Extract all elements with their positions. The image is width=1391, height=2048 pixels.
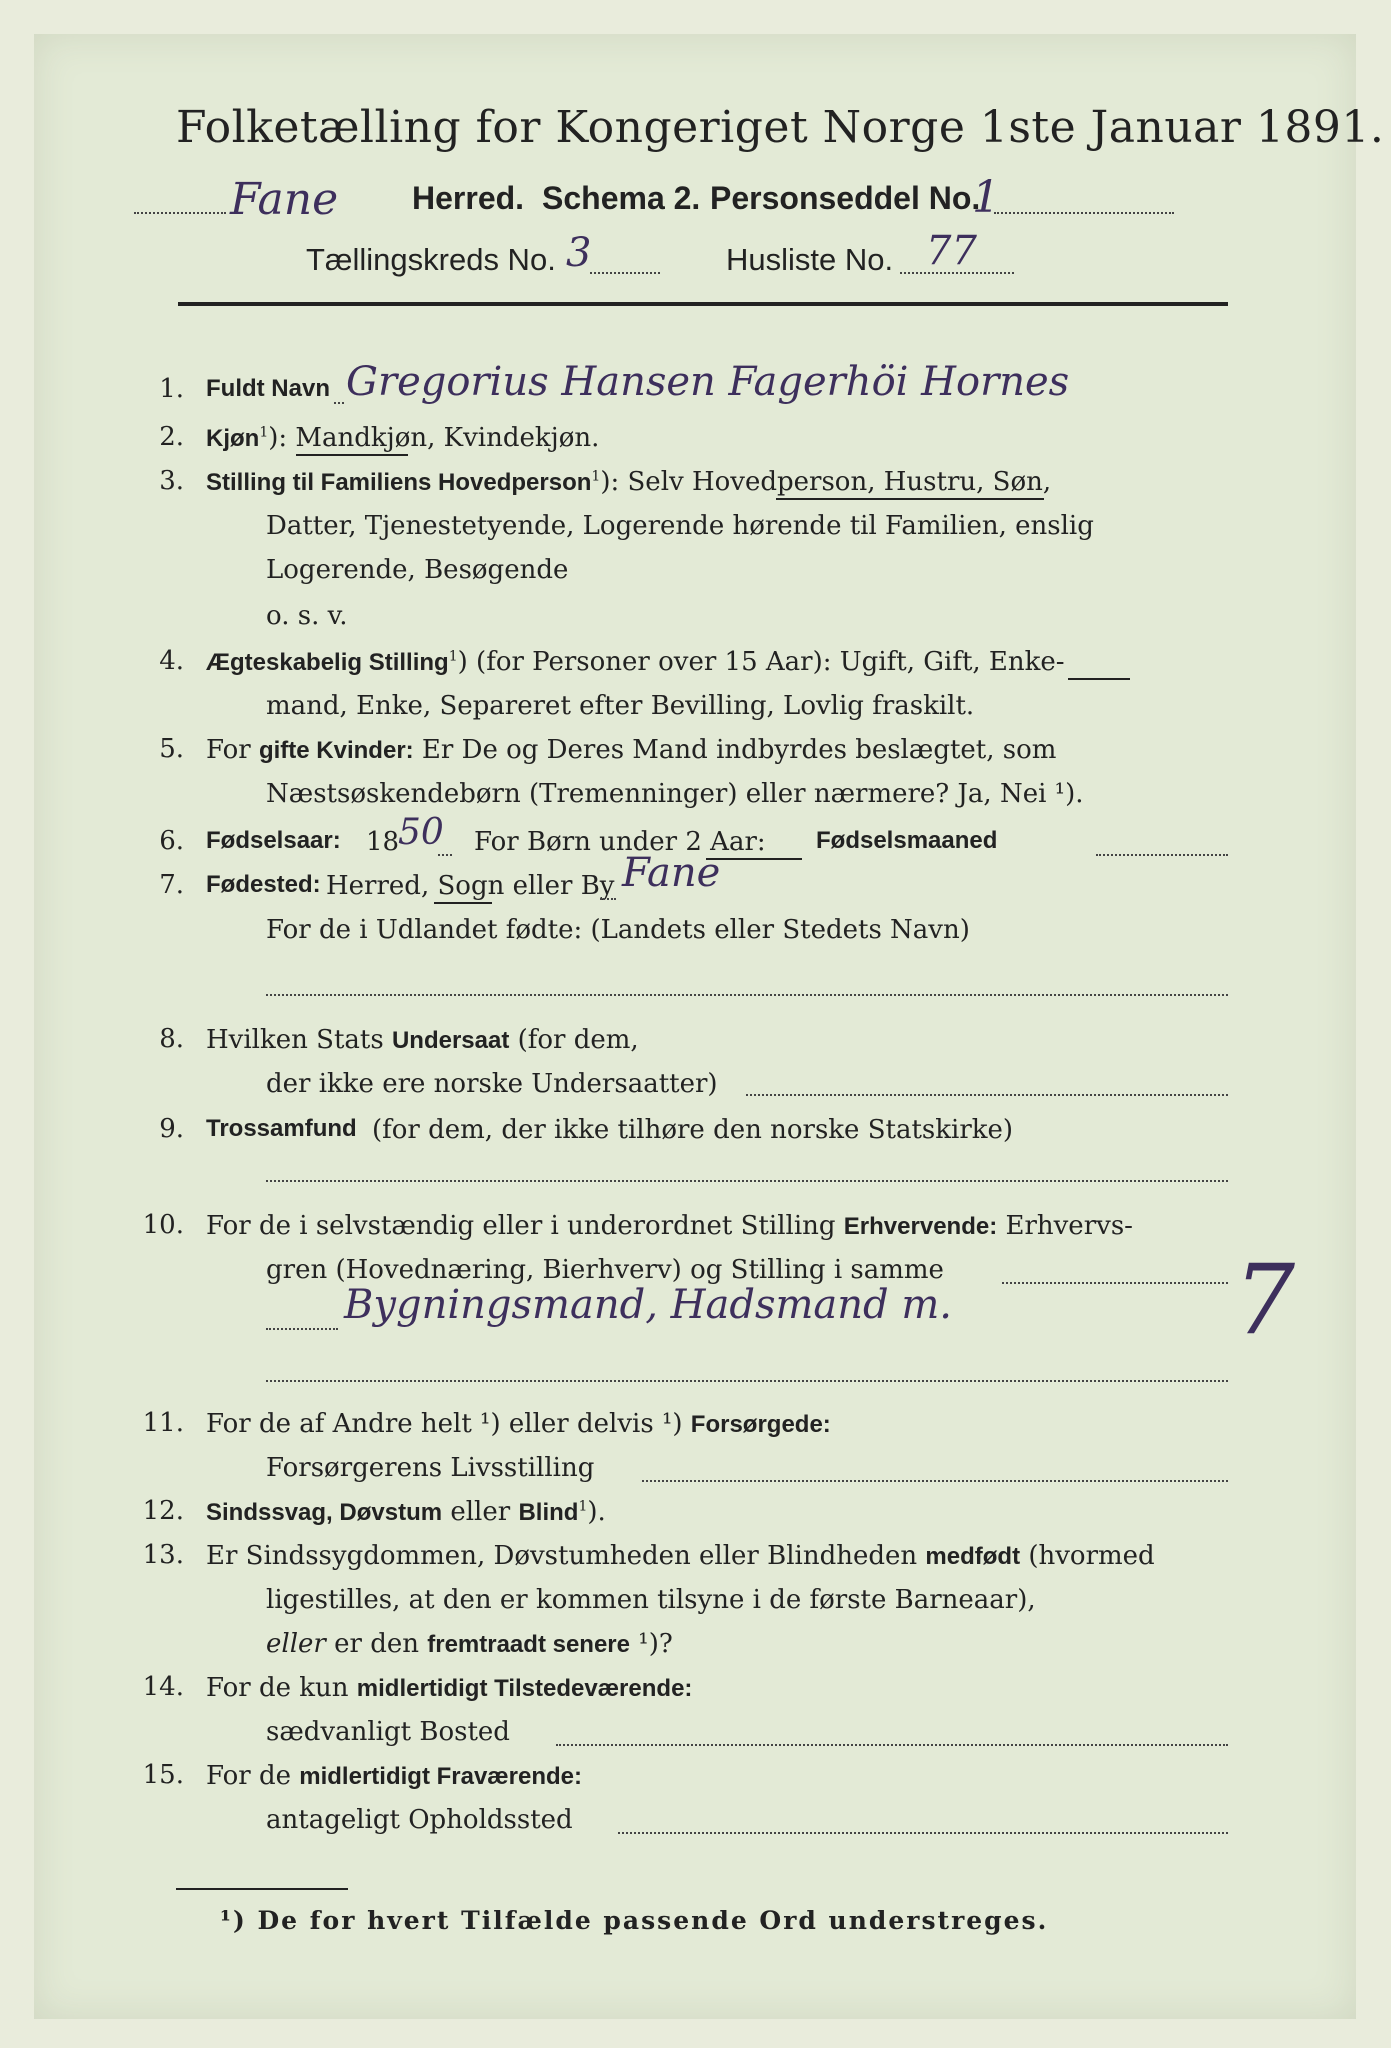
q12-text: eller: [450, 1497, 511, 1527]
q14-number: 14.: [142, 1672, 184, 1702]
q3-selv-underline: [776, 498, 1044, 500]
q2-number: 2.: [159, 422, 184, 452]
q11-dots: [642, 1480, 1228, 1482]
q7-label: Fødested:: [206, 871, 321, 898]
q13-line3: [266, 1628, 673, 1662]
q13-line1: [206, 1540, 1155, 1574]
q2-mandkjon-underline: [296, 454, 408, 456]
q7-line2: For de i Udlandet fødte: (Landets eller Stedets Navn): [266, 915, 970, 945]
q8-line2: der ikke ere norske Undersaatter): [266, 1069, 718, 1099]
q14-line2: sædvanligt Bosted: [266, 1717, 510, 1747]
q5-line2: Næstsøskendebørn (Tremenninger) eller nærmere? Ja, Nei ¹).: [266, 779, 1084, 809]
q15-line2: antageligt Opholdssted: [266, 1805, 573, 1835]
husliste-dots: [900, 272, 1014, 274]
q5-text1: Er De og Deres Mand indbyrdes beslægtet, som: [421, 735, 1057, 765]
q13-text3-post: ¹)?: [638, 1629, 673, 1659]
q14-label: midlertidigt Tilstedeværende:: [356, 1675, 693, 1702]
q6-label: Fødselsaar:: [206, 827, 341, 854]
personseddel-dots: [994, 212, 1174, 214]
q4-label: Ægteskabelig Stilling: [206, 649, 449, 676]
q8-label-pre: Hvilken Stats: [206, 1025, 384, 1055]
q3-text1: ): Selv Hovedperson, Hustru, Søn,: [600, 467, 1052, 497]
q6-dots-2: [1096, 854, 1228, 856]
q2-text: ): Mandkjøn, Kvindekjøn.: [268, 423, 600, 453]
q15-line1: [206, 1760, 582, 1794]
q14-dots: [556, 1744, 1228, 1746]
q9-blank-dots: [266, 1180, 1228, 1182]
husliste-label: Husliste No.: [726, 242, 894, 277]
q11-number: 11.: [142, 1408, 184, 1438]
q14-line1: [206, 1672, 692, 1706]
kreds-dots: [590, 272, 660, 274]
q10-dots-1: [1002, 1282, 1228, 1284]
husliste-value: 77: [926, 228, 977, 274]
q11-line2: Forsørgerens Livsstilling: [266, 1453, 595, 1483]
q3-line4: o. s. v.: [266, 601, 348, 631]
kreds-label: Tællingskreds No.: [306, 242, 556, 277]
q13-text1-post: (hvormed: [1028, 1541, 1155, 1571]
q15-number: 15.: [142, 1760, 184, 1790]
q10-text1-post: Erhvervs-: [1005, 1211, 1133, 1241]
q11-text1: For de af Andre helt ¹) eller delvis ¹): [206, 1409, 683, 1439]
q4-number: 4.: [159, 646, 184, 676]
q9-number: 9.: [159, 1114, 184, 1144]
q10-text1: For de i selvstændig eller i underordnet Stilling: [206, 1211, 836, 1241]
q9-label: Trossamfund: [206, 1115, 357, 1142]
q7-value: Fane: [622, 850, 721, 896]
herred-value: Fane: [230, 174, 339, 225]
q1-dots: [334, 402, 344, 404]
q6-prefix: 18: [366, 827, 400, 857]
q4-gift-underline: [1068, 678, 1130, 680]
q10-value: Bygningsmand, Hadsmand m.: [344, 1282, 952, 1328]
q12-number: 12.: [142, 1496, 184, 1526]
q10-value2: 7: [1234, 1244, 1296, 1356]
q2-sup: 1: [259, 424, 269, 441]
q10-line1: [206, 1210, 1133, 1244]
q5-number: 5.: [159, 734, 184, 764]
q3-line2: Datter, Tjenestetyende, Logerende hørende til Familien, enslig: [266, 511, 1094, 541]
q7-blank-dots: [266, 994, 1228, 996]
header-rule: [178, 302, 1228, 306]
form-title: Folketælling for Kongeriget Norge 1ste Januar 1891.: [176, 102, 1385, 153]
q12-sup: 1: [578, 1498, 588, 1515]
q3-sup: 1: [591, 468, 601, 485]
q2-line: [206, 422, 599, 456]
q10-number: 10.: [142, 1210, 184, 1240]
q5-label-pre: For: [206, 735, 251, 765]
q11-label: Forsørgede:: [690, 1411, 831, 1438]
q6-number: 6.: [159, 826, 184, 856]
schema-label: Schema 2.: [542, 180, 701, 216]
q12-line: [206, 1496, 606, 1530]
q15-label: midlertidigt Fraværende:: [299, 1763, 582, 1790]
q5-label: gifte Kvinder:: [258, 737, 414, 764]
q7-dots: [600, 898, 616, 900]
q13-number: 13.: [142, 1540, 184, 1570]
q12-label: Sindssvag, Døvstum: [206, 1499, 443, 1526]
q4-sup: 1: [448, 648, 458, 665]
q14-text1: For de kun: [206, 1673, 349, 1703]
q4-line1: [206, 646, 1065, 680]
q10-label: Erhvervende:: [843, 1213, 998, 1240]
q15-text1: For de: [206, 1761, 291, 1791]
personseddel-value: 1: [972, 172, 1000, 223]
census-form: [34, 34, 1385, 2019]
personseddel-label: Personseddel No.: [710, 180, 981, 216]
q13-line2: ligestilles, at den er kommen tilsyne i de første Barneaar),: [266, 1585, 1036, 1615]
q10-line2: gren (Hovednæring, Bierhverv) og Stilling i samme: [266, 1255, 944, 1285]
q7-number: 7.: [159, 870, 184, 900]
q1-number: 1.: [159, 374, 184, 404]
q10-dots-2: [266, 1328, 338, 1330]
q8-dots: [746, 1094, 1228, 1096]
q3-line3: Logerende, Besøgende: [266, 555, 569, 585]
q2-label: Kjøn: [206, 425, 260, 452]
q5-line1: [206, 734, 1056, 768]
q6-value: 50: [398, 812, 444, 853]
q13-text3-mid: er den: [334, 1629, 419, 1659]
q15-dots: [618, 1832, 1228, 1834]
q11-line1: [206, 1408, 831, 1442]
q9-text: (for dem, der ikke tilhøre den norske Statskirke): [372, 1115, 1014, 1145]
footnote-rule: [176, 1888, 348, 1890]
q8-line1: [206, 1024, 639, 1058]
herred-label: Herred.: [412, 180, 525, 216]
kreds-value: 3: [566, 230, 592, 276]
q4-line2: mand, Enke, Separeret efter Bevilling, Lovlig fraskilt.: [266, 691, 975, 721]
q7-text: Herred, Sogn eller By: [326, 871, 615, 901]
q1-value: Gregorius Hansen Fagerhöi Hornes: [346, 359, 1070, 405]
q7-sogn-underline: [434, 902, 492, 904]
q4-text1: ) (for Personer over 15 Aar): Ugift, Gift, Enke-: [457, 647, 1065, 677]
q6-2aar-underline: [706, 858, 802, 860]
q12-label2: Blind: [518, 1499, 579, 1526]
q3-line1: [206, 466, 1051, 500]
q8-number: 8.: [159, 1024, 184, 1054]
footnote: ¹) De for hvert Tilfælde passende Ord understreges.: [220, 1906, 1049, 1935]
q13-text1: Er Sindssygdommen, Døvstumheden eller Blindheden: [206, 1541, 918, 1571]
q8-text1: (for dem,: [517, 1025, 639, 1055]
herred-dots: [134, 212, 226, 214]
q1-label: Fuldt Navn: [206, 375, 330, 402]
q6-dots-1: [438, 854, 452, 856]
q6-label2: Fødselsmaaned: [816, 827, 998, 854]
q13-label2: fremtraadt senere: [427, 1631, 630, 1658]
q13-label: medfødt: [925, 1543, 1021, 1570]
q8-label: Undersaat: [391, 1027, 510, 1054]
q10-blank-dots: [266, 1380, 1228, 1382]
q3-label: Stilling til Familiens Hovedperson: [206, 469, 592, 496]
q6-text: For Børn under 2 Aar:: [474, 827, 766, 857]
q3-number: 3.: [159, 466, 184, 496]
q13-text3-pre: eller: [266, 1629, 326, 1659]
q12-end: ).: [587, 1497, 606, 1527]
